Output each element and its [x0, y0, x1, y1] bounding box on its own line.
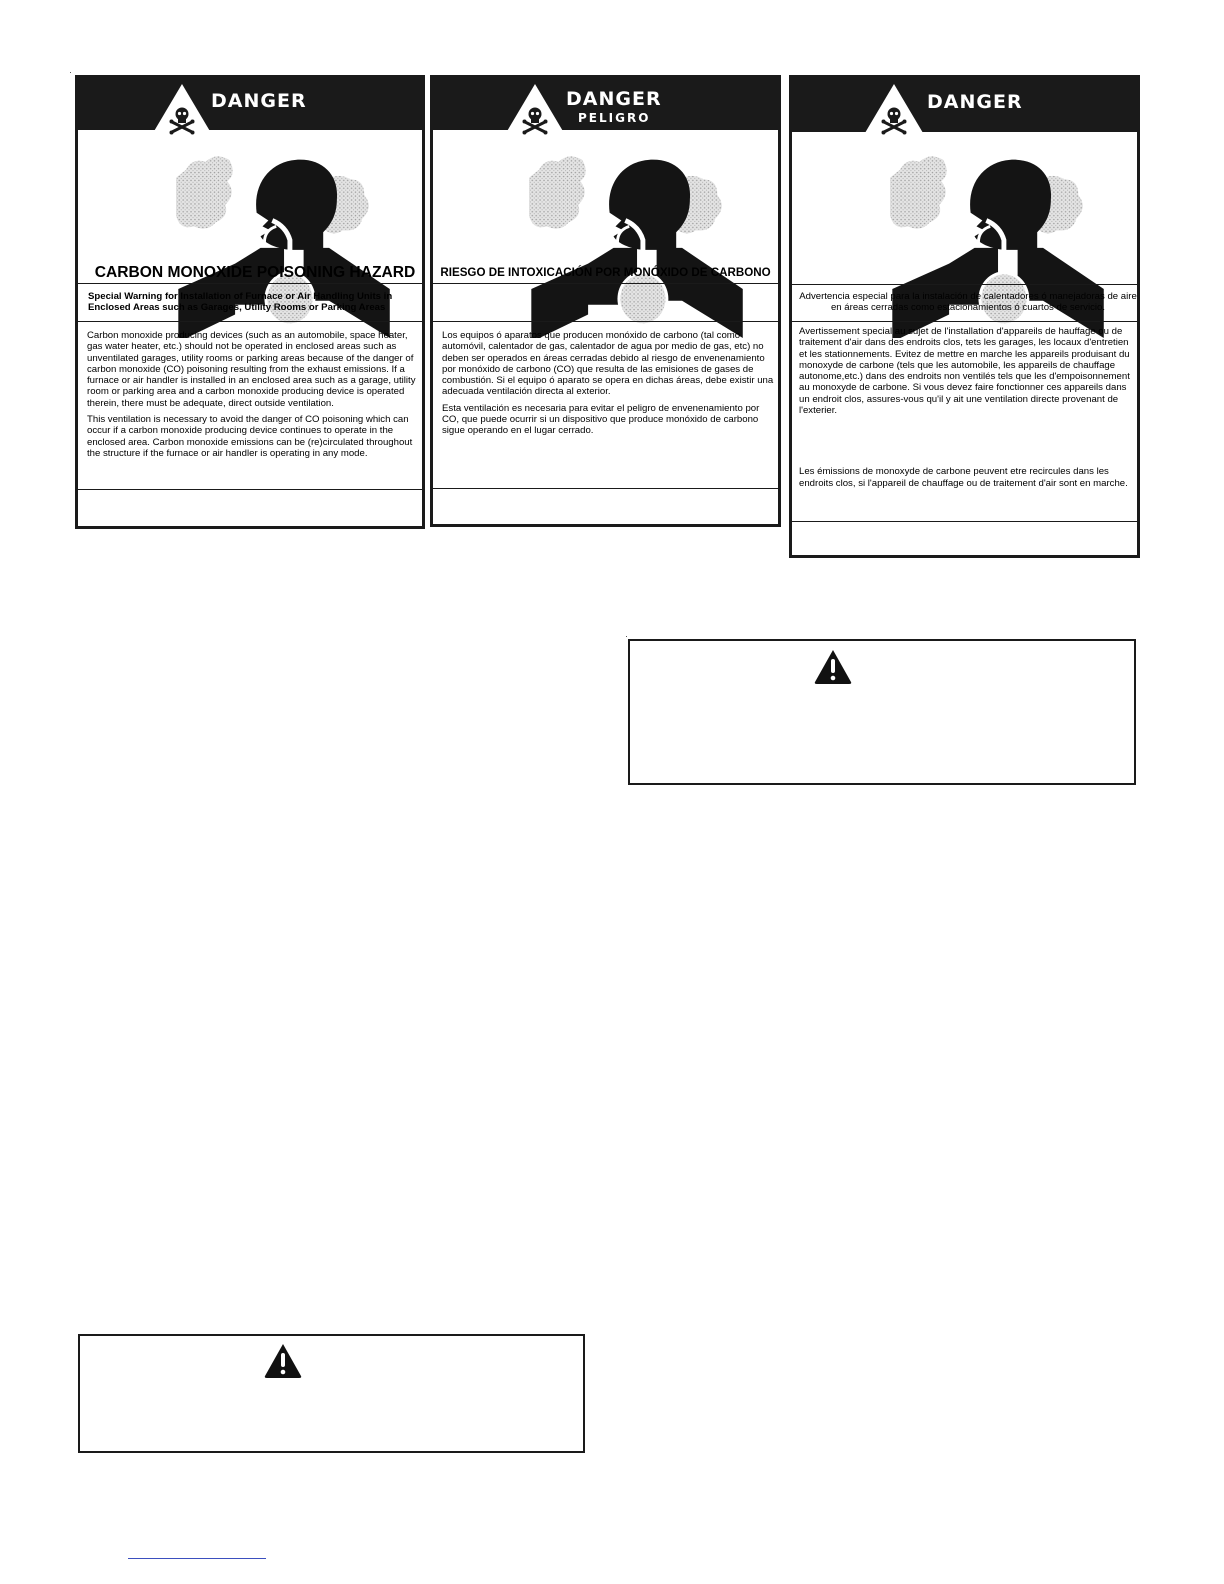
warning-box-left	[78, 1334, 585, 1453]
body-paragraph: Les émissions de monoxyde de carbone peuvent etre recircules dans les endroits clos, si l'appareil de chauffage ou de traitement d'air sont en marche.	[799, 466, 1128, 489]
divider	[792, 521, 1137, 522]
danger-header	[792, 78, 1137, 132]
danger-header	[78, 78, 422, 130]
body-paragraph: Esta ventilación es necesaria para evitar el peligro de envenenamiento por CO, que puede ocurrir si un dispositivo que produce monóxido de carbono sigue operando en el lugar cerrado.	[442, 402, 760, 437]
peligro-subtitle: PELIGRO	[578, 111, 651, 125]
exclamation-triangle-icon	[814, 648, 852, 685]
co-inhalation-pictogram	[529, 152, 749, 338]
warning-subtitle: Advertencia especial para la instalación de calentadores ó manejadoras de aire en áreas cerradas como estacionamientos ó cuartos de servicio.	[799, 291, 1137, 314]
danger-label-french	[789, 75, 1140, 558]
divider	[78, 283, 422, 284]
divider	[78, 489, 422, 490]
divider	[433, 488, 778, 489]
skull-crossbones-triangle-icon	[860, 82, 928, 140]
body-paragraph: Avertissement special au sujet de l'installation d'appareils de hauffage ou de traitement d'air dans des endroits clos, tets les garages, les locaux d'entretien et les stationnements. Evitez de mettre en marche les appareils produisant du monoxyde de carbone (tels que les automobile, les appareils de chauffage autonome,etc.) dans des endroits non ventilés tels que les d'empoisonnement au monoxyde de carbone. Si vous devez faire fonctionner ces appareils dans un endroit clos, assures-vous qu'il y ait une ventilation directe provenant de l'exterier.	[799, 326, 1130, 417]
danger-header	[433, 78, 778, 130]
divider	[792, 284, 1137, 285]
divider	[78, 321, 422, 322]
hazard-title: RIESGO DE INTOXICACIÓN POR MONÓXIDO DE CARBONO	[440, 266, 771, 279]
body-paragraph: Los equipos ó aparatos que producen monóxido de carbono (tal como automóvil, calentador de gas, calentador de agua por medio de gas, etc) no deben ser operados en áreas cerradas debido al riesgo de envenenamiento por monóxido de carbono (CO) que resulta de las emisiones de gases de combustión. Si el equipo ó aparato se opera en dichas áreas, debe existir una adecuada ventilación directa al exterior.	[442, 330, 774, 398]
skull-crossbones-triangle-icon	[501, 82, 569, 140]
divider	[433, 283, 778, 284]
hazard-title: CARBON MONOXIDE POISONING HAZARD	[94, 264, 416, 281]
divider	[433, 321, 778, 322]
warning-body	[442, 330, 776, 442]
warning-box-right	[628, 639, 1136, 785]
divider	[792, 321, 1137, 322]
scan-speck	[70, 72, 71, 73]
danger-title: DANGER	[927, 91, 1023, 113]
body-paragraph: Carbon monoxide producing devices (such as an automobile, space heater, gas water heater, etc.) should not be operated in enclosed areas such as unventilated garages, utility rooms or parking areas because of the danger of carbon monoxide (CO) poisoning resulting from the exhaust emissions. If a furnace or air handler is installed in an enclosed area such as a garage, utility room or parking area and a carbon monoxide producing device is operated therein, there must be adequate, direct outside ventilation.	[87, 330, 416, 409]
exclamation-triangle-icon	[264, 1342, 302, 1379]
danger-title: DANGER	[566, 88, 662, 110]
warning-subtitle: Special Warning for Installation of Furnace or Air Handling Units in Enclosed Areas such as Garages, Utility Rooms or Parking Areas	[88, 291, 393, 314]
danger-title: DANGER	[211, 90, 307, 112]
body-paragraph: This ventilation is necessary to avoid the danger of CO poisoning which can occur if a carbon monoxide producing device continues to operate in the enclosed area. Carbon monoxide emissions can be (re)circulated throughout the structure if the furnace or air handler is operating in any mode.	[87, 414, 413, 459]
danger-label-english	[75, 75, 425, 529]
warning-body	[87, 330, 421, 464]
danger-label-spanish	[430, 75, 781, 527]
skull-crossbones-triangle-icon	[148, 82, 216, 140]
scan-speck	[626, 636, 627, 637]
warning-body	[799, 326, 1137, 494]
footer-link-underline[interactable]	[128, 1558, 266, 1559]
